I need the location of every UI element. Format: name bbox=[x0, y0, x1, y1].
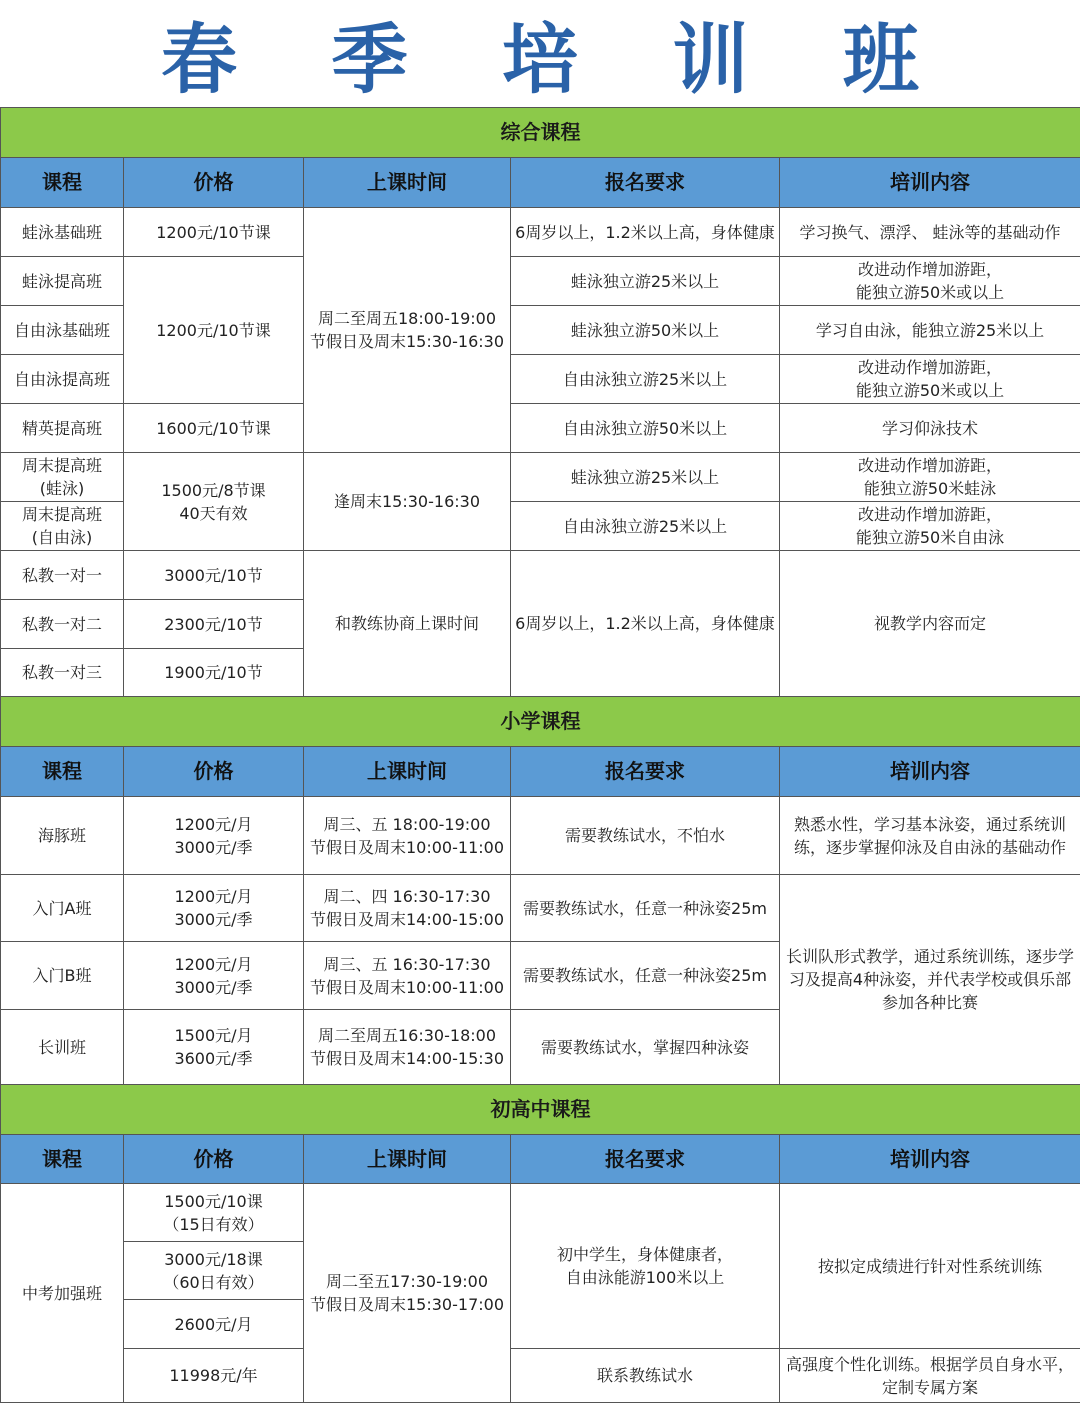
cell-price: 2600元/月 bbox=[124, 1300, 304, 1349]
cell-content: 改进动作增加游距， 能独立游50米或以上 bbox=[780, 257, 1080, 306]
header-time: 上课时间 bbox=[304, 158, 511, 208]
cell-price: 1200元/10节课 bbox=[124, 208, 304, 257]
cell-time: 周二、四 16:30-17:30 节假日及周末14:00-15:00 bbox=[304, 875, 511, 942]
header-requirement: 报名要求 bbox=[511, 158, 780, 208]
section-title-primary: 小学课程 bbox=[1, 697, 1080, 747]
cell-course: 蛙泳提高班 bbox=[1, 257, 124, 306]
cell-content: 改进动作增加游距， 能独立游50米或以上 bbox=[780, 355, 1080, 404]
cell-price: 1900元/10节 bbox=[124, 649, 304, 697]
header-price: 价格 bbox=[124, 158, 304, 208]
header-course: 课程 bbox=[1, 1135, 124, 1184]
cell-content: 视教学内容而定 bbox=[780, 551, 1080, 697]
schedule-table bbox=[0, 107, 1080, 1403]
cell-requirement: 自由泳独立游25米以上 bbox=[511, 355, 780, 404]
cell-time: 周二至周五16:30-18:00 节假日及周末14:00-15:30 bbox=[304, 1010, 511, 1085]
cell-course: 海豚班 bbox=[1, 797, 124, 875]
cell-course: 蛙泳基础班 bbox=[1, 208, 124, 257]
cell-price: 1200元/10节课 bbox=[124, 257, 304, 404]
cell-requirement: 需要教练试水，不怕水 bbox=[511, 797, 780, 875]
header-course: 课程 bbox=[1, 158, 124, 208]
cell-requirement: 自由泳独立游50米以上 bbox=[511, 404, 780, 453]
header-requirement: 报名要求 bbox=[511, 1135, 780, 1184]
cell-requirement: 6周岁以上，1.2米以上高，身体健康 bbox=[511, 208, 780, 257]
cell-price: 1500元/10课 （15日有效） bbox=[124, 1184, 304, 1242]
cell-requirement: 蛙泳独立游25米以上 bbox=[511, 257, 780, 306]
cell-course: 周末提高班 (自由泳) bbox=[1, 502, 124, 551]
cell-price: 3000元/18课 （60日有效） bbox=[124, 1242, 304, 1300]
cell-requirement: 自由泳独立游25米以上 bbox=[511, 502, 780, 551]
cell-course: 入门B班 bbox=[1, 942, 124, 1010]
cell-price: 1200元/月 3000元/季 bbox=[124, 875, 304, 942]
cell-time: 周二至五17:30-19:00 节假日及周末15:30-17:00 bbox=[304, 1184, 511, 1403]
cell-requirement: 蛙泳独立游25米以上 bbox=[511, 453, 780, 502]
header-content: 培训内容 bbox=[780, 747, 1080, 797]
header-price: 价格 bbox=[124, 1135, 304, 1184]
header-price: 价格 bbox=[124, 747, 304, 797]
cell-price: 11998元/年 bbox=[124, 1349, 304, 1403]
cell-course: 自由泳提高班 bbox=[1, 355, 124, 404]
cell-course: 私教一对二 bbox=[1, 600, 124, 649]
header-content: 培训内容 bbox=[780, 158, 1080, 208]
cell-price: 1500元/8节课 40天有效 bbox=[124, 453, 304, 551]
cell-content: 熟悉水性，学习基本泳姿，通过系统训 练，逐步掌握仰泳及自由泳的基础动作 bbox=[780, 797, 1080, 875]
cell-requirement: 初中学生，身体健康者， 自由泳能游100米以上 bbox=[511, 1184, 780, 1349]
cell-content: 改进动作增加游距， 能独立游50米蛙泳 bbox=[780, 453, 1080, 502]
cell-price: 1500元/月 3600元/季 bbox=[124, 1010, 304, 1085]
cell-requirement: 需要教练试水，掌握四种泳姿 bbox=[511, 1010, 780, 1085]
cell-time: 逢周末15:30-16:30 bbox=[304, 453, 511, 551]
cell-requirement: 6周岁以上，1.2米以上高，身体健康 bbox=[511, 551, 780, 697]
cell-content: 高强度个性化训练。根据学员自身水平， 定制专属方案 bbox=[780, 1349, 1080, 1403]
cell-price: 1200元/月 3000元/季 bbox=[124, 942, 304, 1010]
cell-time: 周二至周五18:00-19:00 节假日及周末15:30-16:30 bbox=[304, 208, 511, 453]
header-time: 上课时间 bbox=[304, 1135, 511, 1184]
cell-time: 周三、五 18:00-19:00 节假日及周末10:00-11:00 bbox=[304, 797, 511, 875]
cell-content: 学习自由泳，能独立游25米以上 bbox=[780, 306, 1080, 355]
section-title-general: 综合课程 bbox=[1, 108, 1080, 158]
header-course: 课程 bbox=[1, 747, 124, 797]
cell-requirement: 联系教练试水 bbox=[511, 1349, 780, 1403]
cell-course: 长训班 bbox=[1, 1010, 124, 1085]
cell-course: 入门A班 bbox=[1, 875, 124, 942]
cell-price: 3000元/10节 bbox=[124, 551, 304, 600]
cell-course: 中考加强班 bbox=[1, 1184, 124, 1403]
cell-content: 学习仰泳技术 bbox=[780, 404, 1080, 453]
cell-content: 按拟定成绩进行针对性系统训练 bbox=[780, 1184, 1080, 1349]
cell-course: 周末提高班 (蛙泳) bbox=[1, 453, 124, 502]
section-title-secondary: 初高中课程 bbox=[1, 1085, 1080, 1135]
header-requirement: 报名要求 bbox=[511, 747, 780, 797]
cell-time: 周三、五 16:30-17:30 节假日及周末10:00-11:00 bbox=[304, 942, 511, 1010]
cell-requirement: 需要教练试水，任意一种泳姿25m bbox=[511, 942, 780, 1010]
page-title: 春 季 培 训 班 bbox=[0, 0, 1080, 107]
cell-price: 2300元/10节 bbox=[124, 600, 304, 649]
cell-time: 和教练协商上课时间 bbox=[304, 551, 511, 697]
cell-requirement: 需要教练试水，任意一种泳姿25m bbox=[511, 875, 780, 942]
cell-content: 改进动作增加游距， 能独立游50米自由泳 bbox=[780, 502, 1080, 551]
header-content: 培训内容 bbox=[780, 1135, 1080, 1184]
cell-content: 学习换气、漂浮、 蛙泳等的基础动作 bbox=[780, 208, 1080, 257]
cell-course: 私教一对一 bbox=[1, 551, 124, 600]
cell-price: 1600元/10节课 bbox=[124, 404, 304, 453]
cell-price: 1200元/月 3000元/季 bbox=[124, 797, 304, 875]
cell-course: 自由泳基础班 bbox=[1, 306, 124, 355]
cell-requirement: 蛙泳独立游50米以上 bbox=[511, 306, 780, 355]
cell-content: 长训队形式教学，通过系统训练，逐步学 习及提高4种泳姿，并代表学校或俱乐部 参加各种比赛 bbox=[780, 875, 1080, 1085]
header-time: 上课时间 bbox=[304, 747, 511, 797]
cell-course: 私教一对三 bbox=[1, 649, 124, 697]
cell-course: 精英提高班 bbox=[1, 404, 124, 453]
